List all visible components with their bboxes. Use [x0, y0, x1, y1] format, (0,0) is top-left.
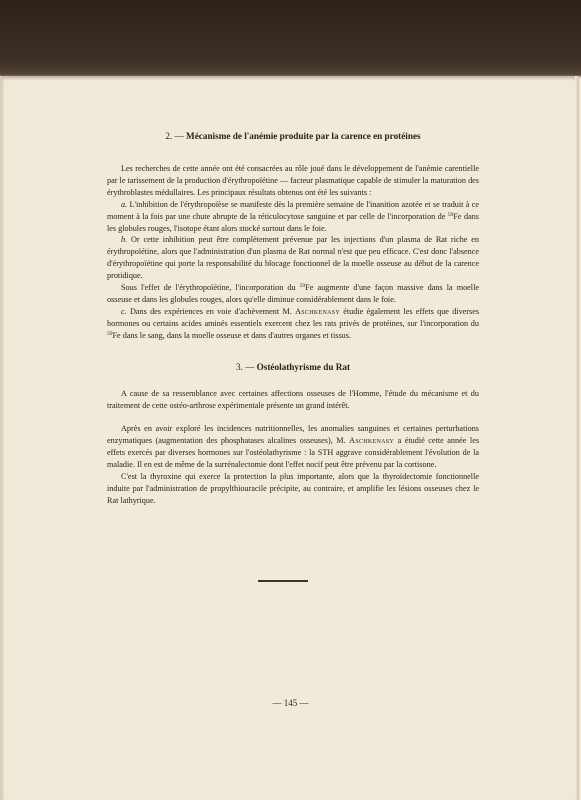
item-a-text-1: L'inhibition de l'érythropoïèse se manifeste dès la première semaine de l'inanition azotée et se traduit à ce moment à la fois par une chute abrupte de la réticulocytose sanguine et par celle de l'incorporation de: [107, 199, 480, 221]
item-c-text-3: Fe dans le sang, dans la moelle osseuse et dans d'autres organes et tissus.: [112, 330, 351, 340]
item-c-text-2: étudie également les effets que diverses hormones ou certains acides aminés essentiels exercent chez les rats privés de protéines, sur l'incorporation du: [107, 306, 480, 328]
section-3-paragraph-1: A cause de sa ressemblance avec certaines affections osseuses de l'Homme, l'étude du mécanisme et du traitement de cette ostéo-arthrose expérimentale présente un grand intérêt.: [107, 388, 479, 410]
section-2-item-c: [107, 306, 479, 342]
author-name: Aschkenasy: [295, 306, 340, 316]
p2-text-1: Après en avoir exploré les incidences nutritionnelles, les anomalies sanguines et certaines perturbations enzymatiques (augmentation des phosphatases alcalines osseuses), M.: [107, 424, 479, 446]
section-2-number: 2. —: [165, 131, 184, 141]
item-c-label: c.: [121, 306, 127, 316]
item-c-text-1: Dans des expériences en voie d'achèvement M.: [129, 306, 292, 316]
item-b-text: Or cette inhibition peut être complètement prévenue par les injections d'un plasma de Rat riche en érythropoïétine, alors que l'administration d'un plasma de Rat normal n'est que peu efficace. C'est donc l'absence d'érythropoïétine qui porte la responsabilité du blocage fonctionnel de la moelle osseuse au début de la carence protidique.: [107, 235, 480, 281]
section-3-paragraph-3: C'est la thyroxine qui exerce la protection la plus importante, alors que la thyroïdectomie fonctionnelle induite par l'administration de propylthiouracile précipite, au contraire, et amplifie les lésions osseuses chez le Rat lathyrique.: [107, 472, 479, 505]
item-b2-text-1: Sous l'effet de l'érythropoïétine, l'incorporation du: [121, 283, 296, 293]
section-3-title: Ostéolathyrisme du Rat: [256, 361, 351, 372]
p2-text-2: a étudié cette année les effets exercés par diverses hormones sur l'ostéolathyrisme : la STH aggrave considérablement l'évolution de la maladie. Il en est de même de la surrénalectomie dont l'effet nocif peut être prévenu par la cortisone.: [107, 436, 480, 470]
section-2-item-b-continued: [107, 282, 479, 306]
end-rule: [258, 580, 308, 582]
item-a-label: a.: [121, 199, 128, 209]
author-name: Aschkenasy: [349, 436, 395, 446]
item-c-isotope: 59: [107, 330, 113, 337]
page-content: [107, 130, 479, 507]
section-3-number: 3. —: [235, 361, 255, 372]
section-2-title: Mécanisme de l'anémie produite par la carence en protéines: [186, 131, 421, 141]
section-2-intro: Les recherches de cette année ont été consacrées au rôle joué dans le développement de l'anémie carentielle par le tarissement de la production d'érythropoïétine — facteur plasmatique capable de stimuler la maturation des érythroblastes médullaires. Les principaux résultats obtenus ont été les suivants :: [107, 164, 479, 197]
section-2-heading: [107, 130, 479, 142]
item-b-label: b.: [121, 235, 128, 245]
section-3-heading: [107, 361, 479, 373]
section-2-item-b: [107, 234, 479, 282]
item-a-text-2: Fe dans les globules rouges, l'isotope étant alors stocké surtout dans le foie.: [107, 211, 479, 233]
page-number: — 145 —: [272, 698, 309, 708]
item-a-isotope: 59: [447, 211, 454, 218]
item-b2-isotope: 59: [299, 283, 306, 290]
section-3-paragraph-2: [107, 423, 479, 471]
section-2-item-a: [107, 199, 479, 235]
item-b2-text-2: Fe augmente d'une façon massive dans la moelle osseuse et dans les globules rouges, alors qu'elle diminue considérablement dans le foie.: [107, 283, 479, 304]
